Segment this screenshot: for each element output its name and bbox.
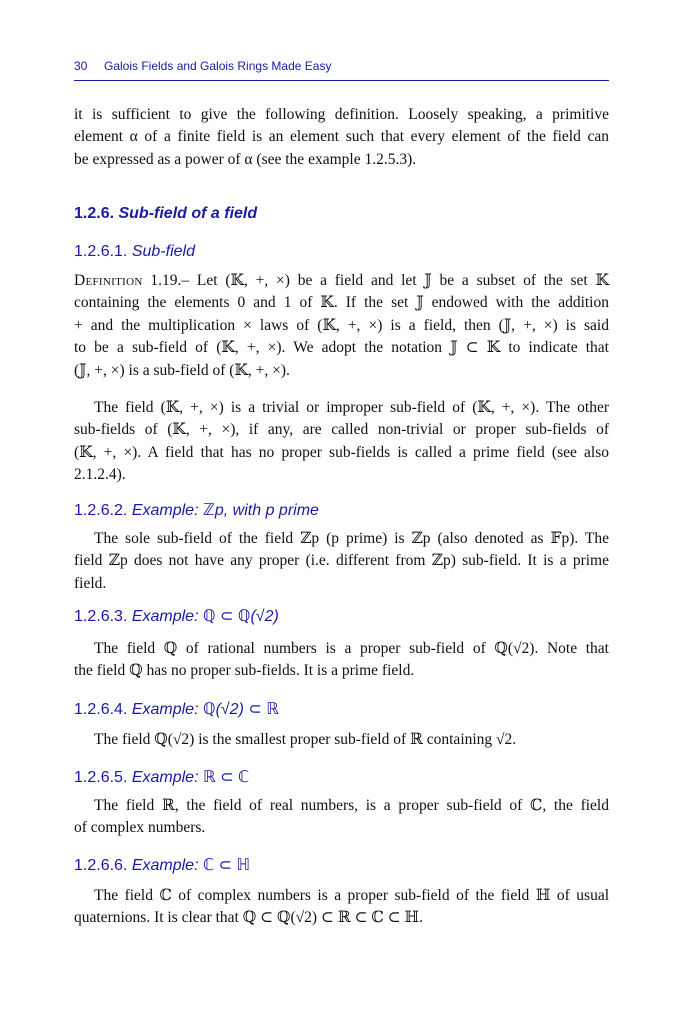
definition-label: Definition <box>74 272 143 289</box>
subsection-title: Example: ℚ(√2) ⊂ ℝ <box>131 701 279 718</box>
subsection-number: 1.2.6.1. <box>74 243 128 260</box>
definition-line-first <box>74 270 609 292</box>
subsection-title: Example: ℚ ⊂ ℚ(√2) <box>131 608 279 625</box>
text-line: The field ℂ of complex numbers is a proper sub-field of the field ℍ of usual <box>94 887 609 904</box>
page-number: 30 <box>74 59 88 73</box>
text-line: containing the elements 0 and 1 of 𝕂. If the set 𝕁 endowed with the addition <box>74 294 609 312</box>
text-line: quaternions. It is clear that ℚ ⊂ ℚ(√2) ⊂ ℝ ⊂ ℂ ⊂ ℍ. <box>74 909 423 927</box>
subsection-title: Example: ℂ ⊂ ℍ <box>131 857 251 874</box>
definition-paragraph <box>74 270 609 382</box>
subsection-number: 1.2.6.4. <box>74 701 128 718</box>
text-line: + and the multiplication × laws of (𝕂, +, ×) is a field, then (𝕁, +, ×) is said <box>74 316 609 334</box>
text-line: The field ℚ(√2) is the smallest proper sub-field of ℝ containing √2. <box>94 731 517 748</box>
subsection-heading <box>74 606 279 626</box>
book-title: Galois Fields and Galois Rings Made Easy <box>104 59 332 73</box>
text-line: it is sufficient to give the following definition. Loosely speaking, a primitive <box>74 106 609 123</box>
r-subfield-paragraph <box>74 795 609 840</box>
q-subfield-paragraph <box>74 638 609 683</box>
subsection-number: 1.2.6.6. <box>74 857 128 874</box>
text-line: element α of a finite field is an element such that every element of the field can <box>74 128 609 146</box>
text-line: sub-fields of (𝕂, +, ×), if any, are called non-trivial or proper sub-fields of <box>74 421 609 439</box>
subsection-number: 1.2.6.2. <box>74 502 128 519</box>
text-line: 2.1.2.4). <box>74 466 126 484</box>
text-line: to be a sub-field of (𝕂, +, ×). We adopt the notation 𝕁 ⊂ 𝕂 to indicate that <box>74 339 609 357</box>
text-line: (𝕂, +, ×). A field that has no proper sub-fields is called a prime field (see also <box>74 443 609 461</box>
subsection-title: Example: ℝ ⊂ ℂ <box>131 769 250 786</box>
text-line: (𝕁, +, ×) is a sub-field of (𝕂, +, ×). <box>74 361 290 379</box>
running-head <box>74 58 609 81</box>
section-number: 1.2.6. <box>74 205 115 222</box>
text-line: The field ℚ of rational numbers is a proper sub-field of ℚ(√2). Note that <box>94 640 609 657</box>
subsection-heading <box>74 500 319 520</box>
section-heading <box>74 205 257 223</box>
subsection-title: Sub-field <box>131 243 195 260</box>
text-line: Let (𝕂, +, ×) be a field and let 𝕁 be a subset of the set 𝕂 <box>196 272 609 289</box>
subsection-title: Example: ℤp, with p prime <box>131 502 319 519</box>
q-sqrt2-paragraph <box>74 729 609 751</box>
c-subfield-paragraph <box>74 885 609 930</box>
subsection-heading <box>74 699 279 719</box>
text-line: of complex numbers. <box>74 819 206 837</box>
subsection-heading <box>74 855 250 875</box>
subsection-number: 1.2.6.5. <box>74 769 128 786</box>
text-line: The sole sub-field of the field ℤp (p prime) is ℤp (also denoted as 𝔽p). The <box>94 530 609 547</box>
improper-subfield-paragraph <box>74 397 609 487</box>
section-title: Sub-field of a field <box>118 205 258 222</box>
zp-paragraph <box>74 528 609 595</box>
intro-paragraph <box>74 104 609 171</box>
definition-number: 1.19.– <box>150 272 190 289</box>
text-line: be expressed as a power of α (see the example 1.2.5.3). <box>74 150 417 168</box>
subsection-heading <box>74 243 195 261</box>
text-line: The field ℝ, the field of real numbers, is a proper sub-field of ℂ, the field <box>94 797 609 814</box>
text-line: field. <box>74 574 107 592</box>
subsection-number: 1.2.6.3. <box>74 608 128 625</box>
text-line: The field (𝕂, +, ×) is a trivial or improper sub-field of (𝕂, +, ×). The other <box>94 399 609 416</box>
text-line: field ℤp does not have any proper (i.e. different from ℤp) sub-field. It is a prime <box>74 552 609 570</box>
subsection-heading <box>74 767 249 787</box>
text-line: the field ℚ has no proper sub-fields. It is a prime field. <box>74 662 415 680</box>
